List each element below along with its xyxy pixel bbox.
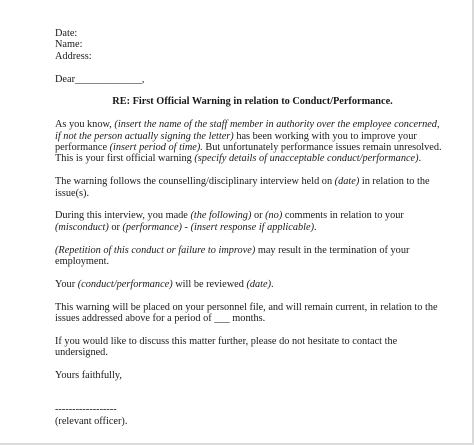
p2-text: issue(s).	[55, 187, 90, 199]
p1-text: performance	[55, 142, 110, 154]
paragraph-3	[55, 210, 450, 233]
closing: Yours faithfully,	[55, 370, 122, 382]
p3-text: or	[108, 221, 123, 233]
warning-letter	[55, 28, 450, 427]
p5-text: Your	[55, 278, 78, 290]
p1-placeholder-period: (insert period of time).	[109, 142, 203, 154]
p6-text: This warning will be placed on your personnel file, and will remain current, in relation to the	[55, 301, 438, 313]
p3-text: -	[181, 221, 191, 233]
p3-placeholder-performance: (performance)	[122, 221, 182, 233]
paragraph-4	[55, 245, 450, 268]
salutation: Dear_____________,	[55, 73, 145, 85]
p3-text: comments in relation to your	[282, 210, 404, 222]
p7-text: undersigned.	[55, 347, 108, 359]
p1-text: As you know,	[55, 119, 115, 131]
p3-placeholder-response: (insert response if applicable)	[190, 221, 315, 233]
p5-text: will be reviewed	[172, 278, 247, 290]
address-label: Address:	[55, 50, 92, 62]
signatory: (relevant officer).	[55, 415, 128, 427]
p3-placeholder-misconduct: (misconduct)	[55, 221, 109, 233]
p1-placeholder-details: (specify details of unacceptable conduct/performance)	[194, 153, 419, 165]
p1-placeholder-signer: if not the person actually signing the letter)	[55, 130, 234, 142]
p5-placeholder-conduct: (conduct/performance)	[77, 278, 173, 290]
p3-text: or	[251, 210, 266, 222]
paragraph-1	[55, 119, 450, 165]
paragraph-5	[55, 279, 450, 290]
p2-text: The warning follows the counselling/disciplinary interview held on	[55, 176, 335, 188]
p5-text: .	[271, 278, 274, 290]
p2-placeholder-date: (date)	[334, 176, 360, 188]
paragraph-2	[55, 176, 450, 199]
p4-text: may result in the termination of your	[255, 244, 410, 256]
date-label: Date:	[55, 28, 78, 39]
p4-placeholder-repetition: (Repetition of this conduct or failure to improve)	[55, 244, 256, 256]
p3-placeholder-no: (no)	[265, 210, 283, 222]
p6-text: issues addressed above for a period of ___ months.	[55, 313, 266, 325]
subject-line: RE: First Official Warning in relation to Conduct/Performance.	[112, 96, 393, 108]
p1-text: But unfortunately performance issues remain unresolved.	[202, 142, 442, 154]
p2-text: in relation to the	[359, 176, 430, 188]
paragraph-6	[55, 302, 450, 325]
p3-text: During this interview, you made	[55, 210, 191, 222]
p1-placeholder-staff: (insert the name of the staff member in authority over the employee concerned,	[114, 119, 440, 131]
paragraph-7	[55, 336, 450, 359]
name-label: Name:	[55, 39, 83, 51]
p5-placeholder-date: (date)	[246, 278, 272, 290]
p7-text: If you would like to discuss this matter further, please do not hesitate to contact the	[55, 335, 398, 347]
p3-text: .	[314, 221, 317, 233]
p3-placeholder-following: (the following)	[190, 210, 252, 222]
p4-text: employment.	[55, 256, 110, 268]
p1-text: .	[418, 153, 422, 165]
signature-line: ------------------	[55, 404, 117, 416]
p1-text: has been working with you to improve your	[233, 130, 417, 142]
p1-text: This is your first official warning	[55, 153, 195, 165]
